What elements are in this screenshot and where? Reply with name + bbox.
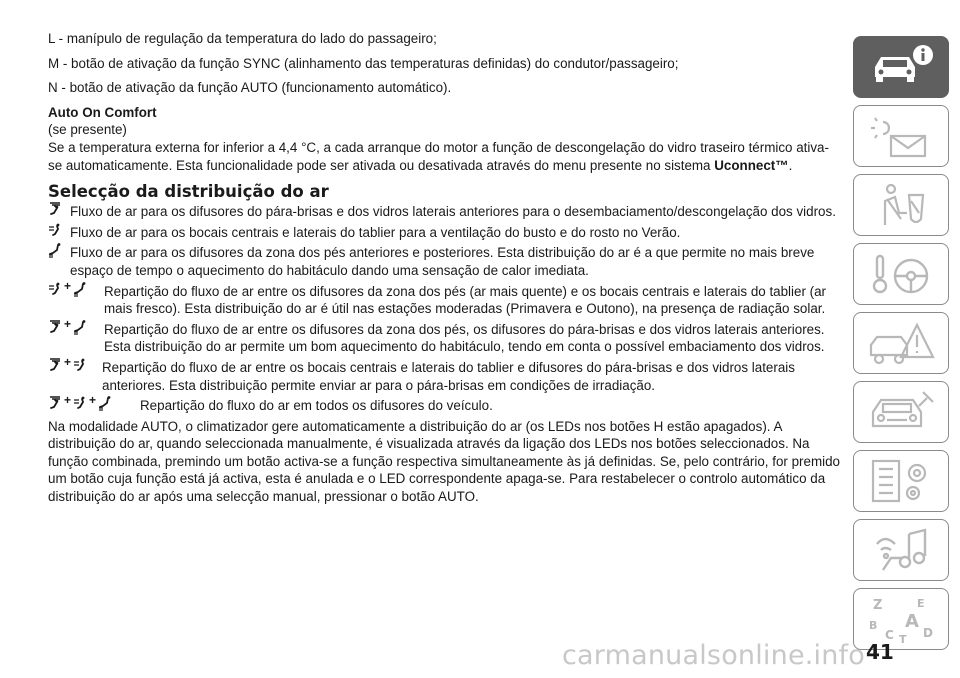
index-letter-z: Z [873, 598, 883, 613]
warning-lights-icon [861, 110, 941, 162]
face-air-icon [73, 357, 87, 373]
auto-on-comfort-title: Auto On Comfort [48, 104, 157, 120]
auto-on-comfort-end: . [788, 157, 793, 173]
windshield-air-icon [48, 201, 62, 217]
face-air-icon [73, 395, 87, 411]
item-icons [48, 316, 87, 337]
technical-data-icon [861, 455, 941, 507]
distribution-item-windshield-feet [48, 316, 840, 356]
auto-on-comfort-tag: (se presente) [48, 122, 127, 138]
feet-air-icon [73, 281, 87, 297]
distribution-item-face-feet [48, 278, 840, 318]
auto-on-comfort-body: Se a temperatura externa for inferior a 4,4 °C, a cada arranque do motor a função de descongelação do vidro traseiro térmico ativa-se automaticamente. Esta funcionalidade pode ser ativada ou desativada através do menu presente no sistema [48, 139, 829, 173]
windshield-air-icon [48, 357, 62, 373]
plus-sign: + [64, 354, 72, 369]
item-text: Repartição do fluxo do ar em todos os difusores do veículo. [140, 398, 493, 414]
index-letter-e: E [917, 597, 925, 610]
distribution-item-all [48, 393, 840, 415]
intro-line-l: L - manípulo de regulação da temperatura do lado do passageiro; [48, 31, 437, 46]
item-icons [48, 242, 62, 260]
page-number: 41 [866, 640, 894, 664]
item-icons [48, 201, 62, 219]
index-letter-d: D [923, 626, 933, 640]
feet-air-icon [73, 319, 87, 335]
face-air-icon [48, 222, 62, 238]
item-text: Fluxo de ar para os difusores do pára-brisas e dos vidros laterais anteriores para o desembaciamento/descongelação dos vidros. [70, 204, 836, 220]
intro-line-m: M - botão de ativação da função SYNC (alinhamento das temperaturas definidas) do condutor/passageiro; [48, 55, 679, 71]
index-letter-c: C [885, 628, 894, 642]
item-text: Fluxo de ar para os bocais centrais e laterais do tablier para a ventilação do busto e do rosto no Verão. [70, 224, 681, 240]
plus-sign: + [64, 316, 72, 331]
item-icons [48, 354, 87, 375]
item-text: Repartição do fluxo de ar entre os bocais centrais e laterais do tablier e difusores do pára-brisas e dos vidros laterais anteriores. Esta distribuição permite enviar ar para o pára-brisas em condições de irradiação. [102, 359, 795, 393]
feet-air-icon [98, 395, 112, 411]
item-icons [48, 222, 62, 240]
windshield-air-icon [48, 395, 62, 411]
tab-seat-safety[interactable] [853, 174, 949, 236]
tab-technical-data[interactable] [853, 450, 949, 512]
distribution-item-windshield-face [48, 354, 840, 394]
index-letter-t: T [899, 633, 907, 645]
windshield-air-icon [48, 319, 62, 335]
tab-steering-start[interactable] [853, 243, 949, 305]
plus-sign: + [64, 278, 72, 293]
feet-air-icon [48, 242, 62, 258]
auto-on-comfort-text [48, 139, 840, 174]
plus-sign: + [64, 393, 72, 408]
chapter-sidebar [853, 36, 949, 657]
distribution-item-feet [48, 244, 840, 279]
index-icon [861, 593, 941, 645]
tab-multimedia[interactable] [853, 519, 949, 581]
item-text: Fluxo de ar para os difusores da zona dos pés anteriores e posteriores. Esta distribuição do ar é a que permite no mais breve espaço de tempo o aquecimento do habitáculo dando uma sensação de calor imediata. [70, 245, 815, 278]
index-letter-a: A [905, 611, 919, 632]
tab-emergency[interactable] [853, 312, 949, 374]
car-maintenance-icon [861, 386, 941, 438]
item-text: Repartição do fluxo de ar entre os difusores da zona dos pés (ar mais quente) e os bocais centrais e laterais do tablier (ar mais fresco). Esta distribuição do ar é útil nas estações moderadas (Primavera e Outono), na presença de radiação solar. [104, 283, 826, 317]
page-content [48, 30, 840, 506]
seat-safety-icon [861, 179, 941, 231]
car-info-icon [861, 41, 941, 93]
distribution-item-windshield [48, 203, 840, 221]
item-icons [48, 278, 87, 299]
tab-car-maintenance[interactable] [853, 381, 949, 443]
face-air-icon [48, 281, 62, 297]
emergency-icon [861, 317, 941, 369]
final-paragraph: Na modalidade AUTO, o climatizador gere automaticamente a distribuição do ar (os LEDs nos botões H estão apagados). A distribuição do ar, quando seleccionada manualmente, é visualizada através da ligação dos LEDs nos botões seleccionados. Na função combinada, premindo um botão activa-se a função respectiva simultaneamente às já definidas. Se, pelo contrário, for premido um botão cuja função está já activa, esta é anulada e o LED correspondente apaga-se. Para restabelecer o controlo automático da distribuição do ar após uma selecção manual, pressionar o botão AUTO. [48, 418, 840, 505]
distribution-item-face [48, 224, 840, 242]
intro-line-n: N - botão de ativação da função AUTO (funcionamento automático). [48, 80, 452, 96]
intro-list [48, 30, 840, 97]
section-title: Selecção da distribuição do ar [48, 182, 329, 202]
multimedia-icon [861, 524, 941, 576]
tab-warning-lights[interactable] [853, 105, 949, 167]
steering-start-icon [861, 248, 941, 300]
uconnect-brand: Uconnect™ [714, 157, 789, 173]
plus-sign: + [89, 393, 97, 408]
item-icons [48, 395, 112, 413]
index-letter-b: B [869, 619, 878, 632]
watermark: carmanualsonline.info [562, 640, 865, 671]
tab-car-info[interactable] [853, 36, 949, 98]
item-text: Repartição do fluxo de ar entre os difusores da zona dos pés, os difusores do pára-brisas e dos vidros laterais anteriores. Esta distribuição do ar permite um bom aquecimento do habitáculo, tendo em conta o possível embaciamento dos vidros. [104, 321, 825, 355]
